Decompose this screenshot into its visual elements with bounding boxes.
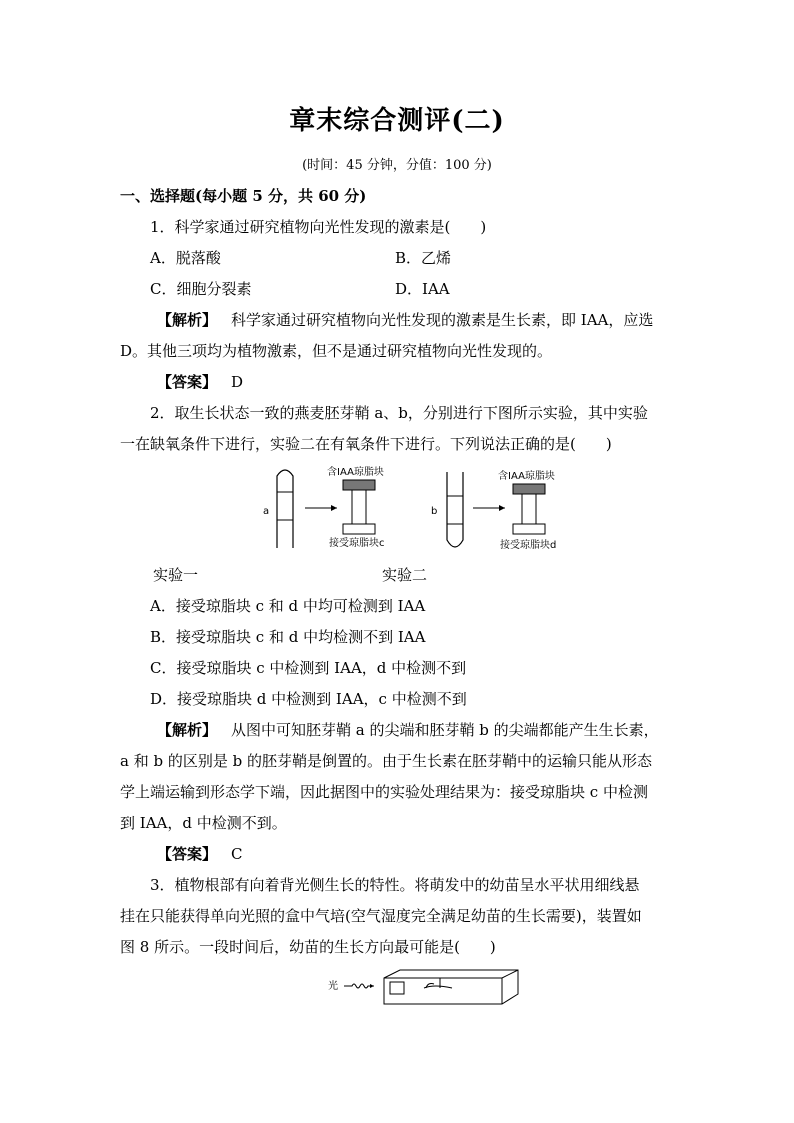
q2-option-b: B．接受琼脂块 c 和 d 中均检测不到 IAA: [150, 628, 426, 646]
q1-option-c: C．细胞分裂素: [150, 280, 252, 298]
q2-answer-line: [157, 844, 243, 864]
q1-option-a: A．脱落酸: [150, 249, 221, 267]
q2-experiment-figure: [255, 462, 585, 558]
q1-analysis-line-2: D。其他三项均为植物激素，但不是通过研究植物向光性发现的。: [120, 342, 553, 360]
q2-option-d: D．接受琼脂块 d 中检测到 IAA，c 中检测不到: [150, 690, 467, 708]
experiment-2-label: 实验二: [382, 566, 428, 584]
experiment-1-label: 实验一: [153, 566, 199, 584]
q2-analysis-text-1: 从图中可知胚芽鞘 a 的尖端和胚芽鞘 b 的尖端都能产生生长素，: [231, 721, 659, 739]
receiver-block-d: [513, 524, 545, 534]
bottom-block-label-1: 接受琼脂块c: [329, 538, 385, 549]
q2-analysis-line-3: 学上端运输到形态学下端，因此据图中的实验处理结果为：接受琼脂块 c 中检测: [120, 783, 648, 801]
q1-answer-line: [157, 372, 243, 392]
coleoptile-b: [447, 472, 463, 547]
page-subtitle: (时间：45 分钟，分值：100 分): [302, 158, 492, 173]
q2-stem-line-1: 2．取生长状态一致的燕麦胚芽鞘 a、b，分别进行下图所示实验，其中实验: [150, 404, 648, 422]
q2-option-a: A．接受琼脂块 c 和 d 中均可检测到 IAA: [150, 597, 426, 615]
q1-stem: 1．科学家通过研究植物向光性发现的激素是( ): [150, 218, 487, 236]
arrow-1: [305, 505, 337, 511]
iaa-agar-block-2: [513, 484, 545, 494]
q1-analysis-line-1: [157, 310, 653, 330]
q2-analysis-line-1: [157, 720, 659, 740]
label-a: a: [263, 506, 270, 517]
page-title: 章末综合测评(二): [289, 106, 505, 136]
q1-answer-tag: 【答案】: [157, 373, 218, 391]
receiver-block-c: [343, 524, 375, 534]
q3-stem-line-2: 挂在只能获得单向光照的盒中气培(空气湿度完全满足幼苗的生长需要)，装置如: [120, 907, 642, 925]
q2-answer-tag: 【答案】: [157, 845, 218, 863]
q3-box-figure: [322, 966, 522, 1012]
arrow-2: [473, 505, 505, 511]
segment-2: [522, 494, 536, 524]
bottom-block-label-2: 接受琼脂块d: [500, 540, 557, 551]
q2-option-c: C．接受琼脂块 c 中检测到 IAA，d 中检测不到: [150, 659, 467, 677]
q1-analysis-text-1: 科学家通过研究植物向光性发现的激素是生长素，即 IAA，应选: [231, 311, 654, 329]
q2-stem-line-2: 一在缺氧条件下进行，实验二在有氧条件下进行。下列说法正确的是( ): [120, 435, 612, 453]
light-wave-icon: [344, 984, 374, 988]
q3-stem-line-3: 图 8 所示。一段时间后，幼苗的生长方向最可能是( ): [120, 938, 496, 956]
q1-option-d: D．IAA: [395, 280, 450, 298]
label-b: b: [431, 506, 438, 517]
segment-1: [352, 490, 366, 524]
iaa-agar-block-1: [343, 480, 375, 490]
top-block-label-1: 含IAA琼脂块: [327, 467, 384, 478]
coleoptile-a: [277, 470, 293, 548]
q1-answer-value: D: [231, 373, 244, 391]
q1-option-b: B．乙烯: [395, 249, 452, 267]
q2-analysis-line-2: a 和 b 的区别是 b 的胚芽鞘是倒置的。由于生长素在胚芽鞘中的运输只能从形态: [120, 752, 652, 770]
light-arrow-icon: [370, 984, 374, 988]
q2-answer-value: C: [231, 845, 243, 863]
top-block-label-2: 含IAA琼脂块: [498, 471, 555, 482]
section-heading: 一、选择题(每小题 5 分，共 60 分): [120, 187, 367, 205]
q2-analysis-line-4: 到 IAA，d 中检测不到。: [120, 814, 287, 832]
q2-analysis-tag: 【解析】: [157, 721, 218, 739]
light-label: 光: [328, 981, 338, 992]
q3-stem-line-1: 3．植物根部有向着背光侧生长的特性。将萌发中的幼苗呈水平状用细线悬: [150, 876, 640, 894]
light-box: [384, 970, 518, 1004]
q1-analysis-tag: 【解析】: [157, 311, 218, 329]
